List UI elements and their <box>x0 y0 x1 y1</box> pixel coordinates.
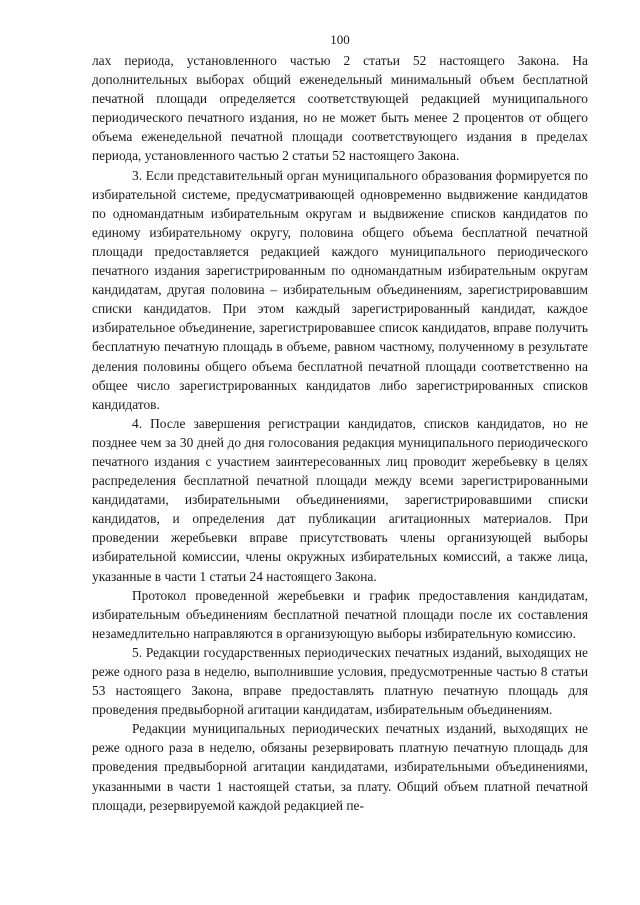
paragraph-item-3: 3. Если представительный орган муниципального образования формируется по избирательной системе, предусматривающей одновременно выдвижение кандидатов по одномандатным избирательным округам и выдвижение списков кандидатов по единому избирательному округу, половина общего объема бесплатной печатной площади предоставляется редакцией каждого муниципального периодического печатного издания зарегистрированным по одномандатным избирательным округам кандидатам, другая половина – избирательным объединениям, зарегистрировавшим списки кандидатов. При этом каждый зарегистрированный кандидат, каждое избирательное объединение, зарегистрировавшее список кандидатов, вправе получить бесплатную печатную площадь в объеме, равном частному, полученному в результате деления половины общего объема бесплатной печатной площади соответственно на общее число зарегистрированных кандидатов либо зарегистрированных списков кандидатов. <box>92 167 588 412</box>
paragraph-item-4: 4. После завершения регистрации кандидатов, списков кандидатов, но не позднее чем за 30 дней до дня голосования редакция муниципального периодического печатного издания с участием заинтересованных лиц проводит жеребьевку в целях распределения бесплатной печатной площади между всеми зарегистрированными кандидатами, избирательными объединениями, зарегистрировавшими списки кандидатов, и определения дат публикации агитационных материалов. При проведении жеребьевки вправе присутствовать члены организующей выборы избирательной комиссии, члены окружных избирательных комиссий, а также лица, указанные в части 1 статьи 24 настоящего Закона. <box>92 415 588 584</box>
paragraph-municipal-editions: Редакции муниципальных периодических печатных изданий, выходящих не реже одного раза в неделю, обязаны резервировать платную печатную площадь для проведения предвыборной агитации кандидатами, избирательными объединениями, указанными в части 1 настоящей статьи, за плату. Общий объем платной печатной площади, резервируемой каждой редакцией пе- <box>92 721 588 813</box>
page-number: 100 <box>330 32 350 47</box>
paragraph-protocol: Протокол проведенной жеребьевки и график предоставления кандидатам, избирательным объединениям бесплатной печатной площади после их составления незамедлительно направляются в организующую выборы избирательную комиссию. <box>92 587 588 641</box>
paragraph-continuation: лах периода, установленного частью 2 статьи 52 настоящего Закона. На дополнительных выборах общий еженедельный минимальный объем бесплатной печатной площади определяется соответствующей редакцией муниципального периодического печатного издания, но не может быть менее 2 процентов от общего объема еженедельной печатной площади соответствующего издания в пределах периода, установленного частью 2 статьи 52 настоящего Закона. <box>92 53 588 164</box>
paragraph-item-5: 5. Редакции государственных периодических печатных изданий, выходящих не реже одного раза в неделю, выполнившие условия, предусмотренные частью 8 статьи 53 настоящего Закона, вправе предоставлять платную печатную площадь для проведения предвыборной агитации кандидатам, избирательным объединениям. <box>92 644 588 718</box>
